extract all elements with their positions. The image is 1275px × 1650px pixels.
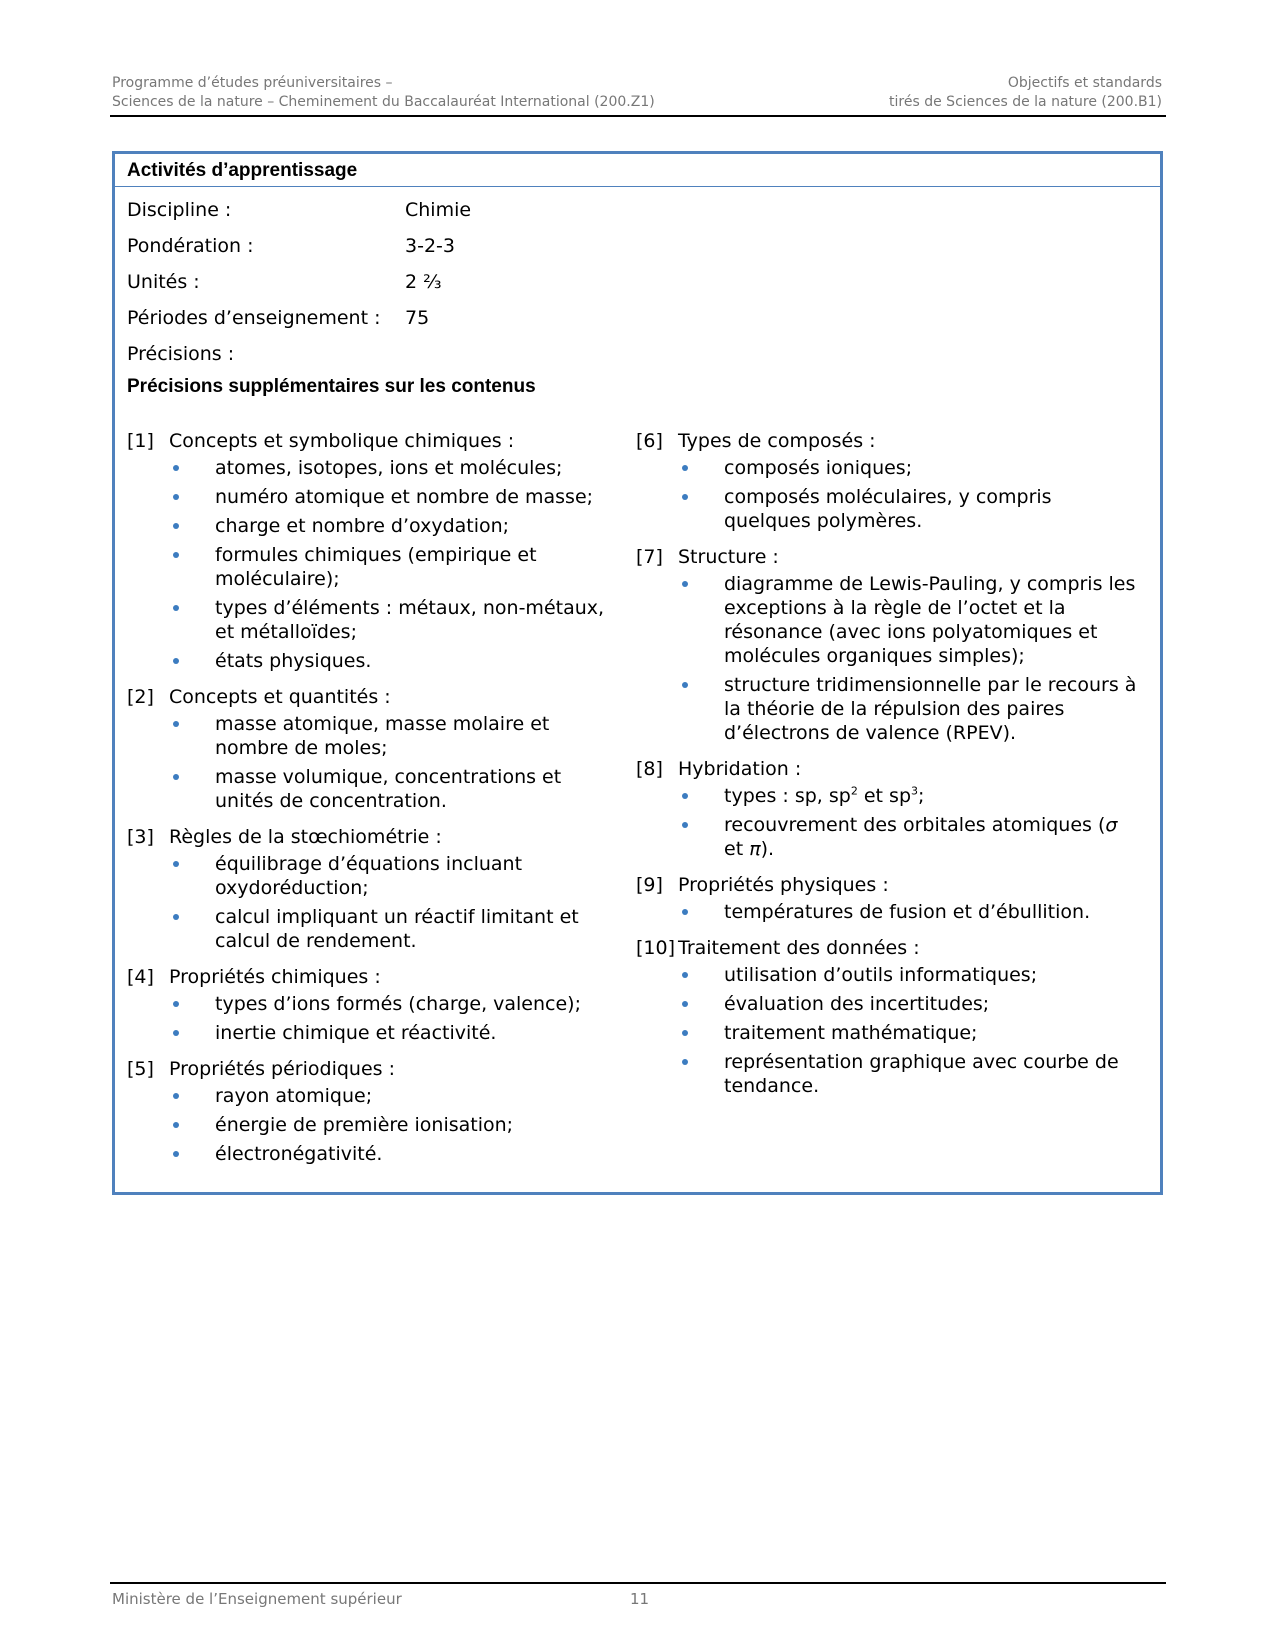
list-item-text: diagramme de Lewis-Pauling, y compris les exceptions à la règle de l’octet et la résonance (avec ions polyatomiques et molécules organiques simples); xyxy=(724,573,1136,667)
text-fragment: et sp xyxy=(857,785,912,807)
list-item-text: représentation graphique avec courbe de tendance. xyxy=(724,1051,1119,1097)
list-item-text: équilibrage d’équations incluant oxydoréduction; xyxy=(215,853,523,899)
list-item-text: utilisation d’outils informatiques; xyxy=(724,964,1038,986)
list-item xyxy=(636,673,1141,745)
list-item xyxy=(127,992,617,1016)
list-item-text: numéro atomique et nombre de masse; xyxy=(215,486,594,508)
bullet-icon xyxy=(682,793,688,799)
list-item xyxy=(127,485,617,509)
section-heading xyxy=(636,426,1141,456)
list-item xyxy=(636,992,1141,1016)
list-item-text xyxy=(724,785,924,807)
meta-label: Périodes d’enseignement : xyxy=(127,307,381,329)
bullet-icon xyxy=(173,465,179,471)
list-item xyxy=(636,485,1141,533)
page-header xyxy=(110,74,1166,117)
meta-label: Unités : xyxy=(127,271,200,293)
list-item xyxy=(636,572,1141,668)
content-section xyxy=(636,754,1141,861)
section-heading xyxy=(636,933,1141,963)
box-title: Activités d’apprentissage xyxy=(115,154,1160,187)
meta-value: Chimie xyxy=(405,199,472,221)
text-fragment: recouvrement des orbitales atomiques ( xyxy=(724,814,1106,836)
list-item-text: rayon atomique; xyxy=(215,1085,373,1107)
list-item xyxy=(127,765,617,813)
list-item xyxy=(127,1021,617,1045)
bullet-list xyxy=(127,992,617,1045)
section-label: Traitement des données : xyxy=(678,937,920,959)
section-label: Types de composés : xyxy=(678,430,876,452)
course-metadata xyxy=(127,192,471,372)
meta-label: Précisions : xyxy=(127,343,235,365)
list-item xyxy=(636,784,1141,808)
section-heading xyxy=(636,870,1141,900)
content-section xyxy=(636,542,1141,745)
list-item-text: états physiques. xyxy=(215,650,372,672)
header-right xyxy=(889,74,1162,112)
section-heading xyxy=(127,962,617,992)
bullet-icon xyxy=(173,1122,179,1128)
bullet-list xyxy=(127,456,617,673)
content-section xyxy=(636,870,1141,924)
bullet-icon xyxy=(682,972,688,978)
bullet-icon xyxy=(682,909,688,915)
superscript: 2 xyxy=(850,784,858,798)
text-fragment: ; xyxy=(918,785,925,807)
list-item xyxy=(127,543,617,591)
bullet-icon xyxy=(173,605,179,611)
meta-row-unites xyxy=(127,264,471,300)
meta-row-periodes xyxy=(127,300,471,336)
list-item xyxy=(127,1113,617,1137)
list-item xyxy=(127,514,617,538)
section-heading xyxy=(127,426,617,456)
header-left xyxy=(112,74,655,112)
list-item-text: traitement mathématique; xyxy=(724,1022,978,1044)
header-program-path: Sciences de la nature – Cheminement du Baccalauréat International (200.Z1) xyxy=(112,94,655,110)
page-number: 11 xyxy=(630,1590,650,1608)
section-label: Règles de la stœchiométrie : xyxy=(169,826,442,848)
meta-label: Discipline : xyxy=(127,199,232,221)
section-label: Hybridation : xyxy=(678,758,802,780)
content-section xyxy=(127,682,617,813)
greek-symbol: π xyxy=(749,838,761,860)
content-section xyxy=(636,933,1141,1098)
list-item-text xyxy=(724,814,1117,860)
section-heading xyxy=(636,542,1141,572)
bullet-icon xyxy=(173,1151,179,1157)
section-label: Concepts et symbolique chimiques : xyxy=(169,430,515,452)
bullet-icon xyxy=(682,682,688,688)
bullet-icon xyxy=(173,861,179,867)
bullet-list xyxy=(636,456,1141,533)
bullet-icon xyxy=(682,465,688,471)
list-item-text: atomes, isotopes, ions et molécules; xyxy=(215,457,563,479)
meta-row-discipline xyxy=(127,192,471,228)
bullet-icon xyxy=(173,721,179,727)
bullet-list xyxy=(127,1084,617,1166)
bullet-icon xyxy=(682,494,688,500)
meta-value: 3-2-3 xyxy=(405,235,455,257)
content-section xyxy=(127,962,617,1045)
bullet-icon xyxy=(173,1093,179,1099)
list-item xyxy=(636,963,1141,987)
meta-row-precisions xyxy=(127,336,471,372)
list-item-text: énergie de première ionisation; xyxy=(215,1114,514,1136)
bullet-icon xyxy=(682,1001,688,1007)
list-item-text: structure tridimensionnelle par le recours à la théorie de la répulsion des paires d’électrons de valence (RPEV). xyxy=(724,674,1137,744)
bullet-list xyxy=(636,784,1141,861)
list-item xyxy=(636,900,1141,924)
content-column-left xyxy=(127,426,617,1175)
bullet-list xyxy=(636,900,1141,924)
section-number: [6] xyxy=(636,430,663,452)
section-heading xyxy=(127,822,617,852)
section-label: Propriétés périodiques : xyxy=(169,1058,395,1080)
section-heading xyxy=(636,754,1141,784)
bullet-icon xyxy=(173,1030,179,1036)
section-label: Propriétés physiques : xyxy=(678,874,889,896)
section-number: [7] xyxy=(636,546,663,568)
section-label: Propriétés chimiques : xyxy=(169,966,381,988)
page-footer xyxy=(110,1582,1166,1608)
section-number: [1] xyxy=(127,430,154,452)
list-item-text: masse atomique, masse molaire et nombre de moles; xyxy=(215,713,550,759)
list-item xyxy=(127,852,617,900)
bullet-icon xyxy=(682,822,688,828)
list-item-text: types d’ions formés (charge, valence); xyxy=(215,993,581,1015)
greek-symbol: σ xyxy=(1105,814,1118,836)
list-item-text: évaluation des incertitudes; xyxy=(724,993,990,1015)
bullet-list xyxy=(636,963,1141,1098)
section-number: [4] xyxy=(127,966,154,988)
bullet-icon xyxy=(173,552,179,558)
section-label: Structure : xyxy=(678,546,779,568)
bullet-list xyxy=(127,852,617,953)
list-item xyxy=(636,813,1141,861)
section-number: [2] xyxy=(127,686,154,708)
list-item-text: calcul impliquant un réactif limitant et calcul de rendement. xyxy=(215,906,579,952)
meta-value: 2 ⅔ xyxy=(405,271,442,293)
list-item-text: types d’éléments : métaux, non-métaux, et métalloïdes; xyxy=(215,597,605,643)
section-number: [3] xyxy=(127,826,154,848)
bullet-icon xyxy=(173,494,179,500)
bullet-icon xyxy=(173,914,179,920)
list-item-text: températures de fusion et d’ébullition. xyxy=(724,901,1091,923)
section-number: [8] xyxy=(636,758,663,780)
superscript: 3 xyxy=(911,784,919,798)
learning-activities-box xyxy=(112,151,1163,1195)
bullet-icon xyxy=(682,1030,688,1036)
content-section xyxy=(636,426,1141,533)
supplementary-title: Précisions supplémentaires sur les contenus xyxy=(127,376,536,397)
section-label: Concepts et quantités : xyxy=(169,686,391,708)
header-objectives: Objectifs et standards xyxy=(1007,75,1162,91)
list-item-text: formules chimiques (empirique et moléculaire); xyxy=(215,544,537,590)
bullet-icon xyxy=(173,1001,179,1007)
section-heading xyxy=(127,1054,617,1084)
list-item xyxy=(127,596,617,644)
list-item-text: composés ioniques; xyxy=(724,457,913,479)
list-item xyxy=(127,1084,617,1108)
list-item xyxy=(636,1021,1141,1045)
bullet-icon xyxy=(682,581,688,587)
header-source: tirés de Sciences de la nature (200.B1) xyxy=(889,94,1162,110)
list-item-text: masse volumique, concentrations et unités de concentration. xyxy=(215,766,562,812)
meta-value: 75 xyxy=(405,307,430,329)
bullet-icon xyxy=(682,1059,688,1065)
list-item-text: inertie chimique et réactivité. xyxy=(215,1022,497,1044)
meta-label: Pondération : xyxy=(127,235,254,257)
list-item-text: électronégativité. xyxy=(215,1143,383,1165)
bullet-list xyxy=(127,712,617,813)
list-item-text: charge et nombre d’oxydation; xyxy=(215,515,510,537)
bullet-icon xyxy=(173,658,179,664)
text-fragment: types : sp, sp xyxy=(724,785,851,807)
bullet-icon xyxy=(173,523,179,529)
bullet-icon xyxy=(173,774,179,780)
list-item xyxy=(127,456,617,480)
meta-row-ponderation xyxy=(127,228,471,264)
content-section xyxy=(127,1054,617,1166)
list-item xyxy=(636,1050,1141,1098)
text-fragment: ). xyxy=(760,838,775,860)
list-item xyxy=(127,1142,617,1166)
header-program: Programme d’études préuniversitaires – xyxy=(112,75,393,91)
text-fragment: et xyxy=(724,838,750,860)
content-column-right xyxy=(636,426,1141,1107)
section-heading xyxy=(127,682,617,712)
bullet-list xyxy=(636,572,1141,745)
content-section xyxy=(127,426,617,673)
content-section xyxy=(127,822,617,953)
section-number: [10] xyxy=(636,937,676,959)
footer-ministry: Ministère de l’Enseignement supérieur xyxy=(112,1590,402,1608)
list-item-text: composés moléculaires, y compris quelques polymères. xyxy=(724,486,1052,532)
section-number: [9] xyxy=(636,874,663,896)
list-item xyxy=(127,712,617,760)
list-item xyxy=(127,905,617,953)
section-number: [5] xyxy=(127,1058,154,1080)
list-item xyxy=(127,649,617,673)
list-item xyxy=(636,456,1141,480)
